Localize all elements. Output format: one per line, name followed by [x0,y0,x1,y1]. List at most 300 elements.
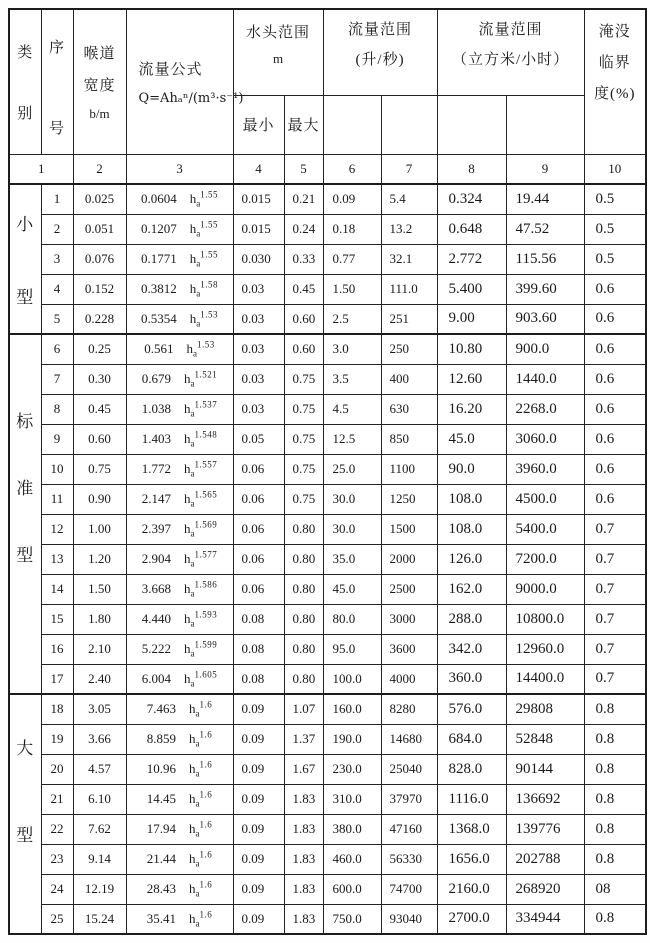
flow-ls-min-cell: 30.0 [323,484,381,514]
serial-cell: 19 [41,724,73,754]
head-max-cell: 0.45 [284,274,323,304]
formula-exponent: 1.577 [194,549,218,560]
table-header [9,9,646,184]
submergence-cell: 0.7 [584,514,646,544]
formula-cell [126,814,233,844]
formula-coefficient: 8.859 [146,730,176,746]
serial-cell: 5 [41,304,73,334]
flow-ls-max-cell: 32.1 [381,244,437,274]
throat-width-cell: 1.20 [73,544,126,574]
formula-exponent: 1.605 [194,669,218,680]
flow-m3h-min-cell: 342.0 [437,634,506,664]
submergence-cell: 0.6 [584,424,646,454]
flow-m3h-max-cell: 10800.0 [506,604,584,634]
flow-ls-min-cell: 30.0 [323,514,381,544]
formula-cell [126,274,233,304]
formula-cell [126,184,233,214]
header-submergence-line2: 临界 [598,55,631,71]
formula-exponent: 1.6 [199,789,213,800]
flow-m3h-min-cell: 1368.0 [437,814,506,844]
head-min-cell: 0.03 [233,274,284,304]
head-min-cell: 0.09 [233,844,284,874]
head-min-cell: 0.08 [233,634,284,664]
flume-spec-table [8,8,647,935]
flow-ls-min-cell: 100.0 [323,664,381,694]
table-row [9,694,646,724]
formula-exponent: 1.521 [194,369,218,380]
head-max-cell: 0.75 [284,454,323,484]
flow-m3h-min-cell: 5.400 [437,274,506,304]
throat-width-cell: 0.228 [73,304,126,334]
flow-m3h-max-cell: 7200.0 [506,544,584,574]
submergence-cell: 0.8 [584,694,646,724]
formula-coefficient: 14.45 [146,790,176,806]
flow-m3h-max-cell: 900.0 [506,334,584,364]
header-throat-line1: 喉道 [83,45,116,62]
table-row [9,544,646,574]
header-head-range-label: 水头范围 [246,24,311,41]
formula-variable: $h_a^{1.593}$ [184,609,218,629]
formula-cell [126,454,233,484]
submergence-cell: 0.6 [584,484,646,514]
serial-cell: 1 [41,184,73,214]
submergence-cell: 0.7 [584,664,646,694]
formula-exponent: 1.58 [200,279,218,290]
formula-cell [126,574,233,604]
header-flow-formula [126,9,244,154]
table-row [9,574,646,604]
header-flow-m3h-label: 流量范围 [478,22,543,39]
header-empty-cell [323,96,381,154]
flow-ls-min-cell: 600.0 [323,874,381,904]
head-min-cell: 0.09 [233,814,284,844]
formula-variable: $h_a^{1.557}$ [184,459,218,479]
table-row [9,274,646,304]
formula-coefficient: 0.1771 [141,250,177,266]
flow-ls-max-cell: 25040 [381,754,437,784]
flow-m3h-max-cell: 9000.0 [506,574,584,604]
throat-width-cell: 0.051 [73,214,126,244]
formula-exponent: 1.599 [194,639,218,650]
throat-width-cell: 6.10 [73,784,126,814]
formula-coefficient: 1.403 [141,430,171,446]
formula-exponent: 1.557 [194,459,218,470]
formula-cell [126,664,233,694]
flow-m3h-max-cell: 139776 [506,814,584,844]
flow-ls-min-cell: 160.0 [323,694,381,724]
header-empty-cell [506,96,584,154]
serial-cell: 20 [41,754,73,784]
head-min-cell: 0.03 [233,394,284,424]
flow-m3h-min-cell: 108.0 [437,514,506,544]
header-submergence [584,9,646,154]
flow-m3h-max-cell: 903.60 [506,304,584,334]
flow-ls-min-cell: 45.0 [323,574,381,604]
header-throat-line2: 宽度 [83,77,116,94]
throat-width-cell: 1.80 [73,604,126,634]
flow-m3h-min-cell: 288.0 [437,604,506,634]
formula-variable: $h_a^{1.55}$ [189,249,218,269]
flow-m3h-min-cell: 684.0 [437,724,506,754]
formula-exponent: 1.6 [199,699,213,710]
table-row [9,814,646,844]
head-max-cell: 0.80 [284,514,323,544]
header-serial: 序 号 [41,9,73,154]
header-empty-cell [381,96,437,154]
formula-cell [126,394,233,424]
flow-m3h-min-cell: 360.0 [437,664,506,694]
formula-exponent: 1.6 [199,819,213,830]
head-min-cell: 0.06 [233,544,284,574]
formula-coefficient: 3.668 [141,580,171,596]
flow-m3h-min-cell: 576.0 [437,694,506,724]
head-max-cell: 0.75 [284,364,323,394]
throat-width-cell: 3.66 [73,724,126,754]
head-max-cell: 0.75 [284,394,323,424]
flow-ls-max-cell: 93040 [381,904,437,934]
throat-width-cell: 4.57 [73,754,126,784]
head-max-cell: 0.60 [284,334,323,364]
flow-m3h-max-cell: 90144 [506,754,584,784]
flow-ls-min-cell: 0.77 [323,244,381,274]
submergence-cell: 0.6 [584,454,646,484]
header-head-min: 最小 [233,96,284,154]
formula-exponent: 1.6 [199,759,213,770]
head-min-cell: 0.06 [233,574,284,604]
formula-cell [126,484,233,514]
flow-m3h-min-cell: 1116.0 [437,784,506,814]
flow-ls-min-cell: 12.5 [323,424,381,454]
flow-m3h-max-cell: 136692 [506,784,584,814]
flow-m3h-min-cell: 162.0 [437,574,506,604]
submergence-cell: 0.5 [584,214,646,244]
head-max-cell: 0.80 [284,634,323,664]
head-min-cell: 0.09 [233,694,284,724]
serial-cell: 16 [41,634,73,664]
formula-variable: $h_a^{1.577}$ [184,549,218,569]
formula-cell [126,244,233,274]
table-row [9,214,646,244]
table-row [9,784,646,814]
flow-ls-min-cell: 4.5 [323,394,381,424]
formula-cell [126,874,233,904]
flow-ls-min-cell: 95.0 [323,634,381,664]
column-number: 1 [9,154,73,184]
category-cell-small: 小 型 [9,184,41,334]
formula-coefficient: 10.96 [146,760,176,776]
head-max-cell: 0.60 [284,304,323,334]
flow-m3h-min-cell: 16.20 [437,394,506,424]
head-min-cell: 0.015 [233,184,284,214]
head-min-cell: 0.06 [233,514,284,544]
head-max-cell: 1.83 [284,784,323,814]
header-category: 类 别 [9,9,41,154]
formula-exponent: 1.55 [200,189,218,200]
serial-cell: 14 [41,574,73,604]
head-min-cell: 0.08 [233,604,284,634]
throat-width-cell: 7.62 [73,814,126,844]
serial-cell: 13 [41,544,73,574]
head-min-cell: 0.03 [233,334,284,364]
flow-m3h-min-cell: 0.648 [437,214,506,244]
throat-width-cell: 0.75 [73,454,126,484]
head-max-cell: 0.33 [284,244,323,274]
formula-exponent: 1.593 [194,609,218,620]
submergence-cell: 0.8 [584,754,646,784]
serial-cell: 23 [41,844,73,874]
serial-cell: 12 [41,514,73,544]
header-head-max: 最大 [284,96,323,154]
throat-width-cell: 1.00 [73,514,126,544]
head-min-cell: 0.030 [233,244,284,274]
head-min-cell: 0.05 [233,424,284,454]
submergence-cell: 0.6 [584,394,646,424]
flow-ls-min-cell: 2.5 [323,304,381,334]
header-head-range-unit: m [272,50,284,66]
flow-ls-max-cell: 111.0 [381,274,437,304]
formula-coefficient: 21.44 [146,850,176,866]
submergence-cell: 0.8 [584,814,646,844]
table-row [9,904,646,934]
flow-ls-max-cell: 1250 [381,484,437,514]
flow-ls-max-cell: 8280 [381,694,437,724]
formula-exponent: 1.6 [199,849,213,860]
table-row [9,664,646,694]
formula-coefficient: 1.772 [141,460,171,476]
column-number: 4 [233,154,284,184]
submergence-cell: 0.8 [584,904,646,934]
head-min-cell: 0.03 [233,304,284,334]
formula-variable: $h_a^{1.6}$ [189,879,213,899]
flow-ls-max-cell: 630 [381,394,437,424]
formula-variable: $h_a^{1.6}$ [189,819,213,839]
throat-width-cell: 0.60 [73,424,126,454]
flow-m3h-max-cell: 115.56 [506,244,584,274]
flow-m3h-min-cell: 90.0 [437,454,506,484]
flow-ls-max-cell: 850 [381,424,437,454]
formula-variable: $h_a^{1.6}$ [189,699,213,719]
formula-cell [126,514,233,544]
formula-variable: $h_a^{1.569}$ [184,519,218,539]
head-min-cell: 0.015 [233,214,284,244]
column-number: 7 [381,154,437,184]
throat-width-cell: 0.152 [73,274,126,304]
head-max-cell: 1.83 [284,904,323,934]
throat-width-cell: 12.19 [73,874,126,904]
head-max-cell: 0.21 [284,184,323,214]
formula-exponent: 1.55 [200,249,218,260]
table-row [9,754,646,784]
throat-width-cell: 0.076 [73,244,126,274]
flow-ls-min-cell: 0.09 [323,184,381,214]
flow-ls-max-cell: 14680 [381,724,437,754]
head-max-cell: 0.75 [284,424,323,454]
serial-cell: 9 [41,424,73,454]
formula-exponent: 1.537 [194,399,218,410]
header-formula-expression: Q=Ahₐⁿ/(m³·s⁻¹) [138,90,244,106]
serial-cell: 6 [41,334,73,364]
flow-ls-max-cell: 3000 [381,604,437,634]
header-flow-ls-label: 流量范围 [348,22,413,39]
flow-m3h-max-cell: 399.60 [506,274,584,304]
throat-width-cell: 1.50 [73,574,126,604]
formula-variable: $h_a^{1.58}$ [189,279,218,299]
formula-exponent: 1.53 [197,339,215,350]
formula-cell [126,544,233,574]
table-row [9,514,646,544]
head-min-cell: 0.06 [233,484,284,514]
flow-m3h-max-cell: 47.52 [506,214,584,244]
header-throat-width [73,9,126,154]
column-number: 8 [437,154,506,184]
head-max-cell: 1.67 [284,754,323,784]
flow-m3h-max-cell: 334944 [506,904,584,934]
flow-m3h-min-cell: 9.00 [437,304,506,334]
formula-coefficient: 5.222 [141,640,171,656]
flow-m3h-max-cell: 52848 [506,724,584,754]
submergence-cell: 0.8 [584,844,646,874]
head-max-cell: 0.80 [284,544,323,574]
flow-ls-max-cell: 56330 [381,844,437,874]
serial-cell: 15 [41,604,73,634]
head-min-cell: 0.06 [233,454,284,484]
formula-coefficient: 0.679 [141,370,171,386]
table-row [9,184,646,214]
table-row [9,244,646,274]
table-row [9,634,646,664]
head-max-cell: 0.80 [284,604,323,634]
flow-m3h-min-cell: 45.0 [437,424,506,454]
submergence-cell: 0.6 [584,364,646,394]
table-row [9,304,646,334]
head-min-cell: 0.08 [233,664,284,694]
serial-cell: 24 [41,874,73,904]
formula-coefficient: 2.397 [141,520,171,536]
flow-ls-min-cell: 3.5 [323,364,381,394]
flow-m3h-max-cell: 3960.0 [506,454,584,484]
throat-width-cell: 0.90 [73,484,126,514]
formula-coefficient: 0.0604 [141,191,177,207]
formula-coefficient: 1.038 [141,400,171,416]
serial-cell: 10 [41,454,73,484]
submergence-cell: 0.7 [584,604,646,634]
formula-exponent: 1.6 [199,729,213,740]
formula-variable: $h_a^{1.55}$ [189,219,218,239]
flow-ls-max-cell: 251 [381,304,437,334]
formula-variable: $h_a^{1.565}$ [184,489,218,509]
serial-cell: 2 [41,214,73,244]
table-row [9,874,646,904]
formula-variable: $h_a^{1.55}$ [189,189,218,209]
formula-coefficient: 2.904 [141,550,171,566]
submergence-cell: 0.7 [584,634,646,664]
throat-width-cell: 3.05 [73,694,126,724]
formula-coefficient: 0.5354 [141,310,177,326]
formula-cell [126,694,233,724]
formula-coefficient: 0.3812 [141,280,177,296]
flow-ls-min-cell: 0.18 [323,214,381,244]
flow-m3h-max-cell: 12960.0 [506,634,584,664]
head-min-cell: 0.03 [233,364,284,394]
head-max-cell: 1.37 [284,724,323,754]
flow-m3h-max-cell: 5400.0 [506,514,584,544]
formula-cell [126,364,233,394]
submergence-cell: 0.7 [584,544,646,574]
formula-variable: $h_a^{1.521}$ [184,369,218,389]
flow-m3h-min-cell: 108.0 [437,484,506,514]
formula-coefficient: 0.1207 [141,220,177,236]
serial-cell: 21 [41,784,73,814]
flow-ls-max-cell: 47160 [381,814,437,844]
formula-cell [126,904,233,934]
serial-cell: 8 [41,394,73,424]
formula-variable: $h_a^{1.53}$ [186,339,215,359]
flow-ls-min-cell: 190.0 [323,724,381,754]
table-body [9,184,646,934]
submergence-cell: 0.5 [584,244,646,274]
formula-coefficient: 7.463 [146,701,176,717]
throat-width-cell: 2.10 [73,634,126,664]
formula-variable: $h_a^{1.537}$ [184,399,218,419]
flow-ls-max-cell: 400 [381,364,437,394]
flow-ls-min-cell: 750.0 [323,904,381,934]
formula-exponent: 1.55 [200,219,218,230]
formula-coefficient: 0.561 [144,341,174,357]
head-max-cell: 0.80 [284,664,323,694]
formula-cell [126,754,233,784]
formula-cell [126,784,233,814]
column-number: 6 [323,154,381,184]
submergence-cell: 0.5 [584,184,646,214]
flow-ls-min-cell: 25.0 [323,454,381,484]
table-row [9,334,646,364]
header-flow-range-ls [323,9,437,96]
flow-m3h-max-cell: 29808 [506,694,584,724]
formula-cell [126,304,233,334]
flow-m3h-max-cell: 202788 [506,844,584,874]
header-flow-ls-unit: (升/秒) [355,52,405,69]
header-submergence-line3: 度(%) [594,86,636,102]
flow-ls-min-cell: 3.0 [323,334,381,364]
formula-cell [126,604,233,634]
flow-m3h-max-cell: 4500.0 [506,484,584,514]
head-max-cell: 1.83 [284,814,323,844]
formula-coefficient: 6.004 [141,670,171,686]
throat-width-cell: 0.45 [73,394,126,424]
formula-variable: $h_a^{1.53}$ [189,309,218,329]
head-min-cell: 0.09 [233,904,284,934]
submergence-cell: 0.7 [584,574,646,604]
serial-cell: 4 [41,274,73,304]
submergence-cell: 0.8 [584,784,646,814]
formula-variable: $h_a^{1.6}$ [189,909,213,929]
serial-cell: 3 [41,244,73,274]
formula-exponent: 1.569 [194,519,218,530]
flow-m3h-max-cell: 268920 [506,874,584,904]
formula-variable: $h_a^{1.605}$ [184,669,218,689]
flow-ls-min-cell: 35.0 [323,544,381,574]
formula-variable: $h_a^{1.6}$ [189,849,213,869]
formula-cell [126,724,233,754]
flow-m3h-min-cell: 126.0 [437,544,506,574]
flow-m3h-min-cell: 12.60 [437,364,506,394]
head-max-cell: 0.24 [284,214,323,244]
header-formula-title: 流量公式 [138,61,203,78]
header-empty-cell [437,96,506,154]
table-row [9,844,646,874]
flow-ls-min-cell: 230.0 [323,754,381,784]
flow-ls-max-cell: 1100 [381,454,437,484]
